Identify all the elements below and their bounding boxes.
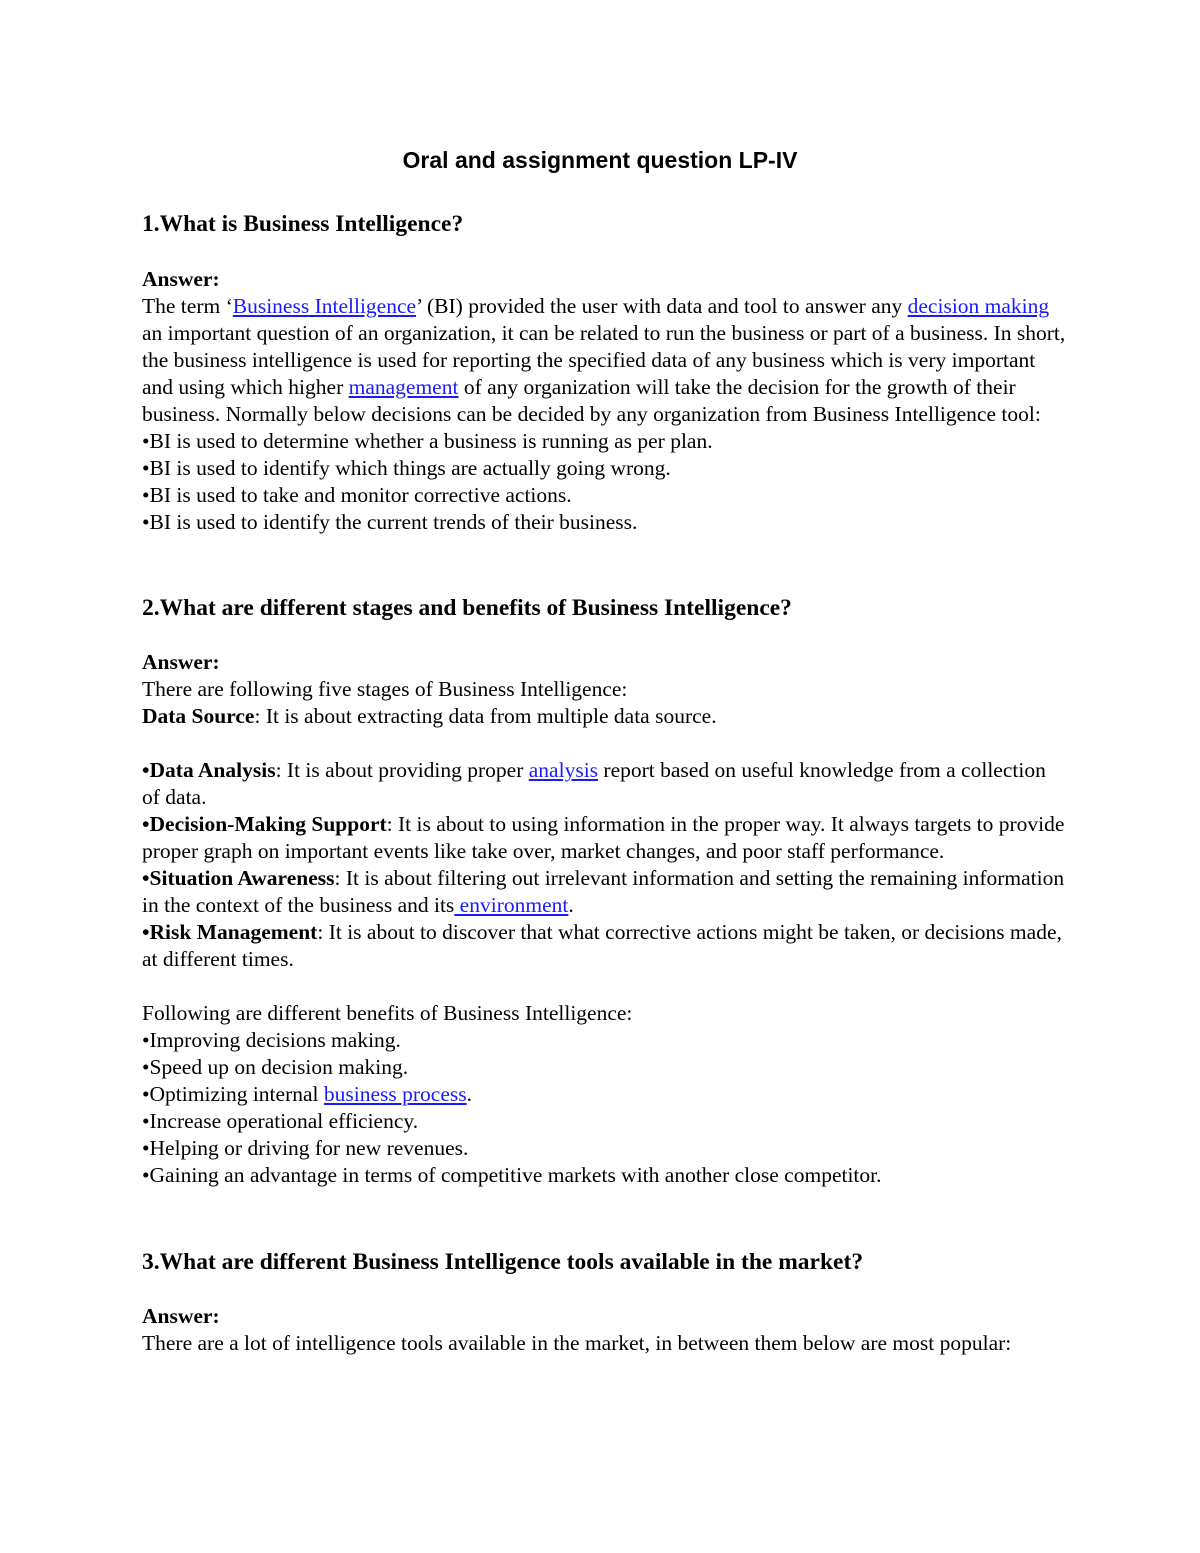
list-item: •Helping or driving for new revenues. bbox=[142, 1136, 469, 1160]
list-item: •BI is used to take and monitor corrective actions. bbox=[142, 483, 572, 507]
question-3-paragraph: There are a lot of intelligence tools available in the market, in between them below are most popular: bbox=[142, 1331, 1012, 1355]
answer-label: Answer: bbox=[142, 1304, 220, 1328]
question-2-answer bbox=[142, 649, 1067, 1189]
stage-label: •Situation Awareness bbox=[142, 866, 335, 890]
text-span: report based on useful knowledge from a collection of data. bbox=[142, 758, 1046, 809]
text-span: . bbox=[466, 1082, 472, 1106]
list-item: •BI is used to identify which things are actually going wrong. bbox=[142, 456, 671, 480]
benefits-intro: Following are different benefits of Business Intelligence: bbox=[142, 1001, 633, 1025]
stage-decision-making bbox=[142, 811, 1067, 865]
question-3-heading: 3.What are different Business Intelligence tools available in the market? bbox=[142, 1249, 864, 1275]
stage-situation-awareness bbox=[142, 865, 1067, 919]
blank-line bbox=[142, 973, 1067, 1000]
business-process-link[interactable]: business process bbox=[323, 1082, 467, 1106]
stage-label: •Decision-Making Support bbox=[142, 812, 387, 836]
list-item bbox=[142, 1081, 1067, 1108]
text-span: . bbox=[568, 893, 574, 917]
list-item: •Speed up on decision making. bbox=[142, 1055, 409, 1079]
business-intelligence-link[interactable]: Business Intelligence bbox=[232, 294, 417, 318]
list-item: •Increase operational efficiency. bbox=[142, 1109, 419, 1133]
text-span: : It is about extracting data from multiple data source. bbox=[254, 704, 717, 728]
text-span: : It is about to using information in the proper way. It always targets to provide proper graph on important events like take over, market changes, and poor staff performance. bbox=[142, 812, 1065, 863]
question-3-answer bbox=[142, 1303, 1067, 1357]
stage-label: •Risk Management bbox=[142, 920, 318, 944]
text-span: : It is about providing proper bbox=[275, 758, 529, 782]
text-span: an important question of an organization, it can be related to run the business or part of a business. In short, the business intelligence is used for reporting the specified data of any business which is very important and using which higher bbox=[142, 321, 1066, 399]
list-item: •Gaining an advantage in terms of competitive markets with another close competitor. bbox=[142, 1163, 882, 1187]
analysis-link[interactable]: analysis bbox=[528, 758, 599, 782]
list-item: •BI is used to determine whether a business is running as per plan. bbox=[142, 429, 713, 453]
text-span: of any organization will take the decision for the growth of their business. Normally below decisions can be decided by any organization from Business Intelligence tool: bbox=[142, 375, 1041, 426]
management-link[interactable]: management bbox=[348, 375, 459, 399]
question-1-answer bbox=[142, 266, 1067, 536]
question-1-paragraph bbox=[142, 293, 1067, 428]
text-span: : It is about filtering out irrelevant information and setting the remaining information in the context of the business and its bbox=[142, 866, 1065, 917]
text-span: •Optimizing internal bbox=[142, 1082, 324, 1106]
decision-making-link[interactable]: decision making bbox=[907, 294, 1050, 318]
text-span: : It is about to discover that what corrective actions might be taken, or decisions made, at different times. bbox=[142, 920, 1062, 971]
text-span: The term ‘ bbox=[142, 294, 233, 318]
environment-link[interactable]: environment bbox=[454, 893, 569, 917]
document-title: Oral and assignment question LP-IV bbox=[402, 147, 798, 173]
stage-data-source bbox=[142, 703, 1067, 730]
list-item: •BI is used to identify the current trends of their business. bbox=[142, 510, 638, 534]
stages-intro: There are following five stages of Business Intelligence: bbox=[142, 677, 628, 701]
answer-label: Answer: bbox=[142, 267, 220, 291]
list-item: •Improving decisions making. bbox=[142, 1028, 401, 1052]
text-span: ’ (BI) provided the user with data and tool to answer any bbox=[416, 294, 908, 318]
stage-data-analysis bbox=[142, 757, 1067, 811]
question-1-heading: 1.What is Business Intelligence? bbox=[142, 211, 464, 237]
stage-risk-management bbox=[142, 919, 1067, 973]
question-2-heading: 2.What are different stages and benefits of Business Intelligence? bbox=[142, 595, 792, 621]
stage-label: Data Source bbox=[142, 704, 255, 728]
stage-label: •Data Analysis bbox=[142, 758, 276, 782]
blank-line bbox=[142, 730, 1067, 757]
answer-label: Answer: bbox=[142, 650, 220, 674]
